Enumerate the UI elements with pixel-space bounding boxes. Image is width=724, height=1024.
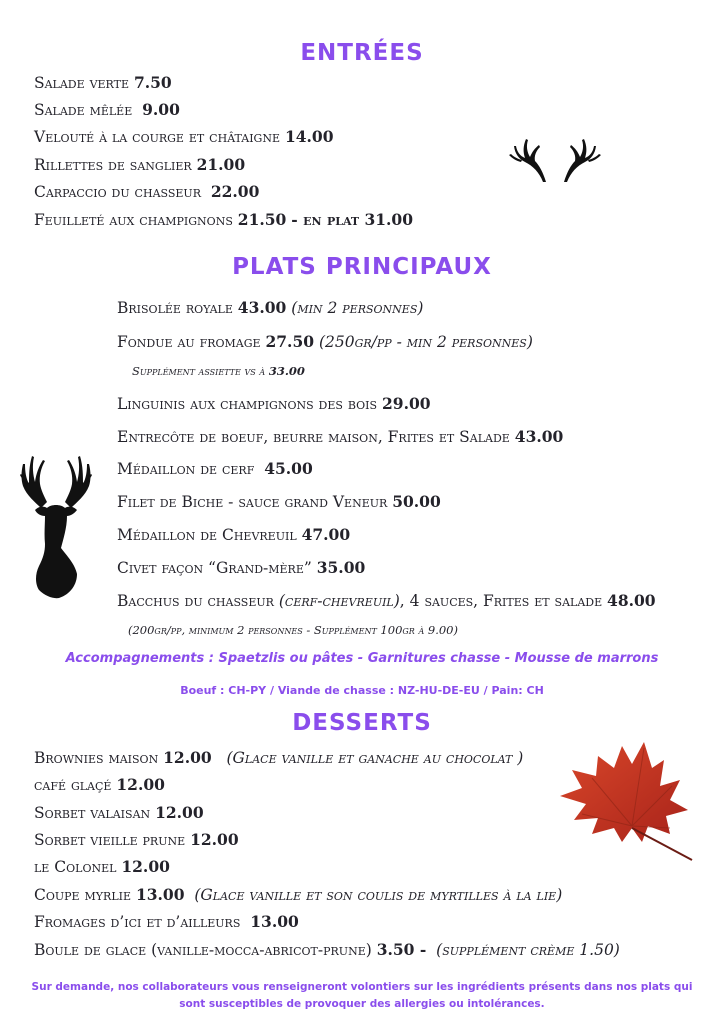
- menu-item: Brisolée royale 43.00 (min 2 personnes): [117, 298, 424, 317]
- allergy-footer: Sur demande, nos collaborateurs vous renseigneront volontiers sur les ingrédients présents dans nos plats qui sont susceptibles de provoquer des allergies ou intolérances.: [31, 981, 693, 1010]
- menu-item: Rillettes de sanglier 21.00: [34, 155, 246, 174]
- plats-title: PLATS PRINCIPAUX: [232, 254, 492, 280]
- menu-item: Salade mêlée 9.00: [34, 100, 180, 119]
- deer-head-icon: [17, 448, 95, 600]
- menu-item: café glaçé 12.00: [34, 775, 165, 794]
- menu-item: Linguinis aux champignons des bois 29.00: [117, 394, 431, 413]
- menu-item: Boule de glace (vanille-mocca-abricot-prune) 3.50 - (supplément crème 1.50): [34, 940, 620, 959]
- menu-item: le Colonel 12.00: [34, 857, 170, 876]
- desserts-title: DESSERTS: [292, 710, 432, 736]
- fondue-supplement: Supplément assiette vs à 33.00: [132, 364, 305, 378]
- menu-item: Entrecôte de boeuf, beurre maison, Frites et Salade 43.00: [117, 427, 564, 446]
- entrees-title: ENTRÉES: [300, 40, 424, 66]
- menu-item: Médaillon de cerf 45.00: [117, 459, 313, 478]
- origins: Boeuf : CH-PY / Viande de chasse : NZ-HU-DE-EU / Pain: CH: [180, 684, 544, 697]
- menu-item: Carpaccio du chasseur 22.00: [34, 182, 260, 201]
- menu-item: Sorbet vieille prune 12.00: [34, 830, 239, 849]
- menu-item: Coupe myrlie 13.00 (Glace vanille et son coulis de myrtilles à la lie): [34, 885, 563, 904]
- menu-item: Feuilleté aux champignons 21.50 - en plat 31.00: [34, 210, 414, 229]
- menu-item: Salade verte 7.50: [34, 73, 172, 92]
- menu-item: Filet de Biche - sauce grand Veneur 50.00: [117, 492, 441, 511]
- menu-item: Velouté à la courge et châtaigne 14.00: [34, 127, 334, 146]
- accompagnements: Accompagnements : Spaetzlis ou pâtes - Garnitures chasse - Mousse de marrons: [65, 651, 659, 666]
- maple-leaf-icon: [552, 738, 697, 863]
- menu-item: Sorbet valaisan 12.00: [34, 803, 204, 822]
- menu-item: Fondue au fromage 27.50 (250gr/pp - min 2 personnes): [117, 332, 533, 351]
- antlers-icon: [505, 130, 605, 185]
- bacchus-note: (200gr/pp, minimum 2 personnes - Supplément 100gr à 9.00): [128, 623, 458, 637]
- menu-item: Médaillon de Chevreuil 47.00: [117, 525, 351, 544]
- menu-item: Brownies maison 12.00 (Glace vanille et ganache au chocolat ): [34, 748, 524, 767]
- menu-item: Civet façon “Grand-mère” 35.00: [117, 558, 366, 577]
- menu-item: Bacchus du chasseur (cerf-chevreuil), 4 sauces, Frites et salade 48.00: [117, 591, 656, 610]
- menu-item: Fromages d’ici et d’ailleurs 13.00: [34, 912, 299, 931]
